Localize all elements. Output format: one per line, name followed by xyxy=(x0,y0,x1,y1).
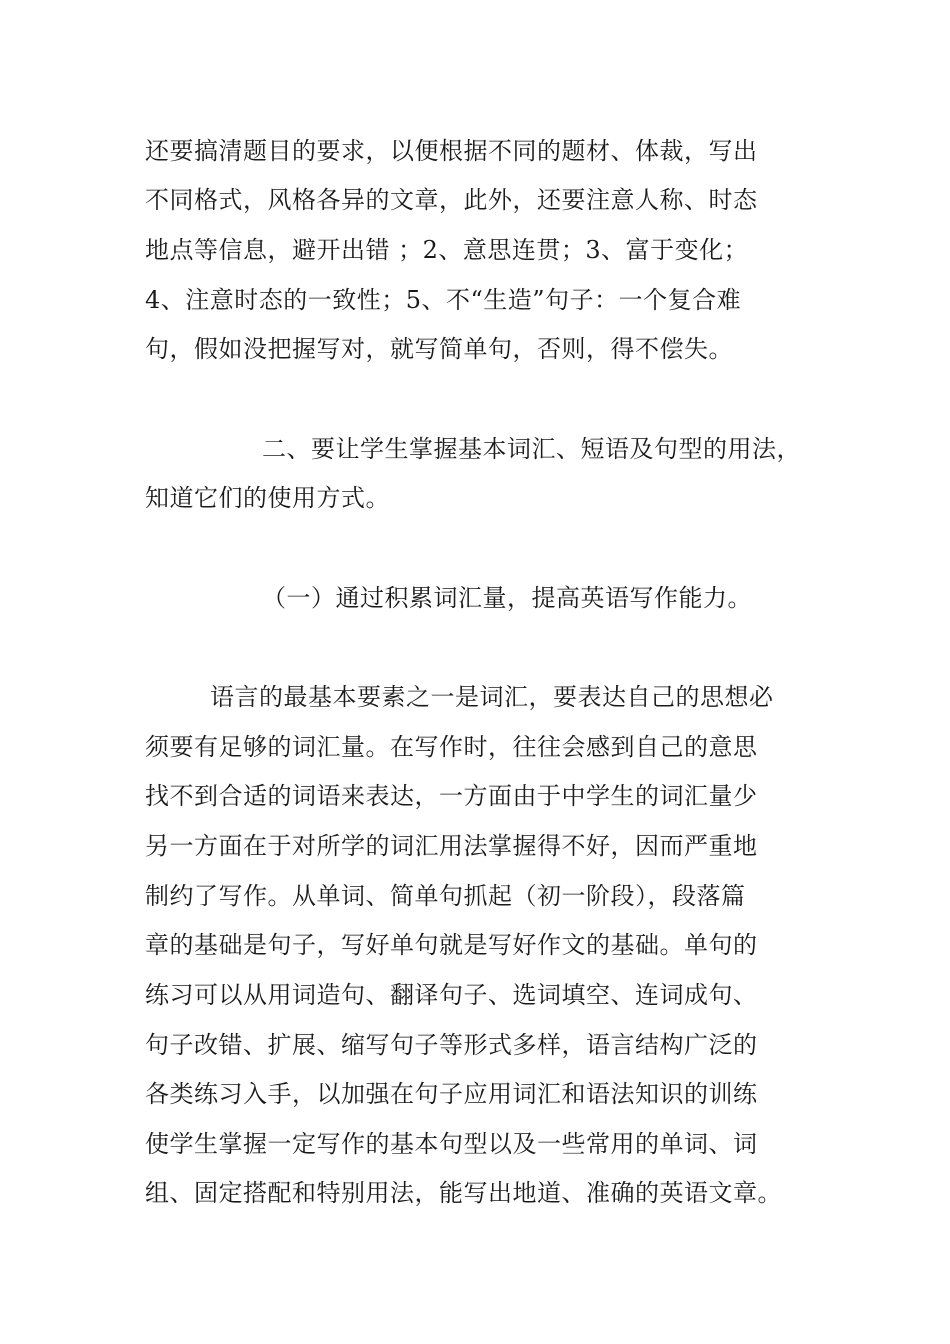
paragraph-2-line-3: 找不到合适的词语来表达，一方面由于中学生的词汇量少 xyxy=(145,782,758,810)
paragraph-1-line-2: 不同格式，风格各异的文章，此外，还要注意人称、时态 xyxy=(145,186,758,214)
paragraph-2-line-4: 另一方面在于对所学的词汇用法掌握得不好，因而严重地 xyxy=(145,832,758,860)
paragraph-2-line-11: 组、固定搭配和特别用法，能写出地道、准确的英语文章。 xyxy=(145,1179,782,1207)
paragraph-1-line-5: 句，假如没把握写对，就写简单句，否则，得不偿失。 xyxy=(145,335,733,363)
paragraph-1-line-1: 还要搞清题目的要求，以便根据不同的题材、体裁，写出 xyxy=(145,137,758,165)
paragraph-2-line-7: 练习可以从用词造句、翻译句子、选词填空、连词成句、 xyxy=(145,981,758,1009)
heading-2-line-2: 知道它们的使用方式。 xyxy=(145,484,390,512)
paragraph-2-line-1: 语言的最基本要素之一是词汇，要表达自己的思想必 xyxy=(210,683,774,711)
paragraph-2-line-10: 使学生掌握一定写作的基本句型以及一些常用的单词、词 xyxy=(145,1130,758,1158)
paragraph-2-line-5: 制约了写作。从单词、简单句抓起（初一阶段），段落篇 xyxy=(145,882,746,910)
subheading-1: （一）通过积累词汇量，提高英语写作能力。 xyxy=(262,584,752,612)
paragraph-2-line-8: 句子改错、扩展、缩写句子等形式多样，语言结构广泛的 xyxy=(145,1031,758,1059)
paragraph-2-line-6: 章的基础是句子，写好单句就是写好作文的基础。单句的 xyxy=(145,931,758,959)
paragraph-2-line-9: 各类练习入手，以加强在句子应用词汇和语法知识的训练 xyxy=(145,1080,758,1108)
paragraph-2-line-2: 须要有足够的词汇量。在写作时，往往会感到自己的意思 xyxy=(145,733,758,761)
paragraph-1-line-3: 地点等信息，避开出错 ；2、意思连贯；3、富于变化； xyxy=(145,236,749,264)
heading-2-line-1: 二、要让学生掌握基本词汇、短语及句型的用法， xyxy=(262,435,801,463)
paragraph-1-line-4: 4、注意时态的一致性；5、不“生造”句子：一个复合难 xyxy=(145,286,742,314)
